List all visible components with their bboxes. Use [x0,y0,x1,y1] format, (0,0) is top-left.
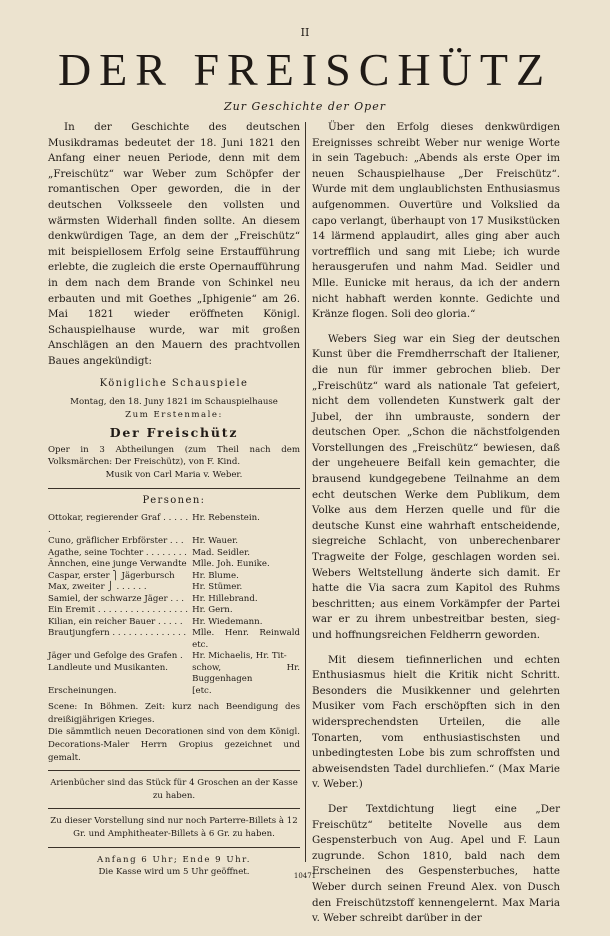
cast-row [48,686,300,698]
page-title: DER FREISCHÜTZ [57,44,553,95]
playbill-theater: Königliche Schauspiele [99,377,249,389]
cast-role: Max, zweiter ⎭ . . . . . . [48,582,147,593]
paragraph-1: Über den Erfolg dieses denkwürdigen Ereignisses schreibt Weber nur wenige Worte in sein Tagebuch: „Abends als erste Oper im neuen Schauspielhause „Der Freischütz“. Wurde mit dem unglaublichsten Enthusiasmus aufgenommen. Ouvertüre und Volkslied da capo verlangt, überhaupt von 17 Musikstücken 14 lärmend applaudirt, alles ging aber auch vortrefflich und sang mit Liebe; ich wurde herausgerufen und nahm Mad. Seidler und Mlle. Eunicke mit heraus, da ich der andern nicht habhaft werden konnte. Gedichte und Kränze flogen. Soli deo gloria.“ [312,121,560,321]
cast-actor: [etc. [192,685,212,696]
playbill-first-time: Zum Erstenmale: [125,409,223,420]
cast-role: Kilian, ein reicher Bauer . . . . . [48,616,183,627]
playbill-box-office: Die Kasse wird um 5 Uhr geöffnet. [98,867,250,878]
playbill-composer: Musik von Carl Maria v. Weber. [105,470,243,481]
playbill-scene: Scene: In Böhmen. Zeit: kurz nach Beendigung des dreißigjährigen Krieges. [48,702,300,725]
playbill-times: Anfang 6 Uhr; Ende 9 Uhr. [96,854,252,865]
playbill-booklets: Arienbücher sind das Stück für 4 Groschen an der Kasse zu haben. [50,778,298,801]
intro-paragraph: In der Geschichte des deutschen Musikdramas bedeutet der 18. Juni 1821 den Anfang einer neuen Periode, denn mit dem „Freischütz“ war Weber zum Schöpfer der romantischen Oper geworden, die in der deutschen Volksseele den vollsten und wärmsten Widerhall finden sollte. An diesem denkwürdigen Tage, an dem der „Freischütz“ mit beispiellosem Erfolg seine Erstaufführung erlebte, die zugleich die erste Opernaufführung in dem nach dem Brande von Schinkel neu erbauten und mit Goethes „Iphigenie“ am 26. Mai 1821 wieder eröffneten Königl. Schauspielhause wurde, war mit großen Anschlägen an den Mauern des prachtvollen Baues angekündigt: [48,121,300,367]
cast-row [48,536,300,548]
cast-role: Erscheinungen. [48,685,117,696]
playbill-rule [48,847,300,848]
cast-actor: Mad. Seidler. [192,547,250,558]
cast-role: Ottokar, regierender Graf . . . . . . [48,513,189,535]
playbill-decorations: Die sämmtlich neuen Decorationen sind von dem Königl. Decorations-Maler Herrn Gropius gezeichnet und gemalt. [48,727,300,763]
cast-list [48,513,300,697]
left-column [48,120,300,879]
cast-row [48,628,300,651]
playbill-date: Montag, den 18. Juny 1821 im Schauspielhause [70,397,278,408]
cast-role: Landleute und Musikanten. [48,662,168,673]
cast-role: Brautjungfern . . . . . . . . . . . . . . [48,628,187,639]
cast-role: Cuno, gräflicher Erbförster . . . [48,536,184,547]
cast-row [48,571,300,583]
cast-row [48,594,300,606]
cast-actor: Mlle. Henr. Reinwald etc. [192,628,300,650]
cast-role: Ein Eremit . . . . . . . . . . . . . . . . . [48,605,188,616]
cast-actor: Hr. Wiedemann. [192,616,263,627]
cast-actor: Hr. Michaelis, Hr. Tit- [192,651,287,662]
folio-number: 10471 [293,872,317,880]
cast-row [48,651,300,663]
cast-row [48,605,300,617]
cast-role: Ännchen, eine junge Verwandte [48,559,187,570]
playbill-work-title: Der Freischütz [109,425,239,441]
cast-role: Jäger und Gefolge des Grafen . [48,651,183,662]
cast-actor: Hr. Wauer. [192,536,238,547]
cast-row [48,663,300,686]
cast-actor: Hr. Rebenstein. [192,513,260,524]
column-divider [305,122,306,862]
cast-actor: Hr. Blume. [192,570,239,581]
cast-actor: Hr. Gern. [192,605,233,616]
playbill-rule [48,808,300,809]
cast-row [48,513,300,536]
playbill-rule [48,488,300,489]
cast-row [48,548,300,560]
playbill-prices: Zu dieser Vorstellung sind nur noch Parterre-Billets à 12 Gr. und Amphitheater-Billets à 6 Gr. zu haben. [50,816,298,839]
cast-role: Agathe, seine Tochter . . . . . . . . [48,547,187,558]
cast-actor: Hr. Hillebrand. [192,593,258,604]
cast-role: Caspar, erster ⎫ Jägerbursch [48,570,175,581]
cast-actor: Hr. Stümer. [192,582,243,593]
paragraph-3: Mit diesem tiefinnerlichen und echten Enthusiasmus hielt die Kritik nicht Schritt. Besonders die Musikkenner und gelehrten Musiker vom Fach erschöpften sich in den widersprechendsten Urteilen, die alle Tonarten, vom enthusiastischsten und unbedingtesten Lobe bis zum schroffsten und abweisendsten Tadel durchliefen.“ (Max Marie v. Weber.) [312,653,560,791]
paragraph-4: Der Textdichtung liegt eine „Der Freischütz“ betitelte Novelle aus dem Gespensterbuch von Aug. Apel und F. Laun zugrunde. Schon 1810, bald nach dem Erscheinen des Gespensterbuches, hatte Weber durch seinen Freund Alex. von Dusch den Freischützstoff kennengelernt. Max Maria v. Weber schreibt darüber in der [312,802,560,925]
page-number: II [300,26,310,39]
cast-row [48,617,300,629]
playbill-description: Oper in 3 Abtheilungen (zum Theil nach dem Volksmärchen: Der Freischütz), von F. Kind. [48,444,300,468]
playbill [48,378,300,879]
cast-row [48,582,300,594]
page-subtitle: Zur Geschichte der Oper [224,100,386,113]
playbill-rule [48,770,300,771]
cast-actor: schow, Hr. Buggenhagen [192,662,300,685]
playbill-personen: Personen: [142,494,206,506]
cast-actor: Mlle. Joh. Eunike. [192,559,270,570]
cast-row [48,559,300,571]
cast-role: Samiel, der schwarze Jäger . . . [48,593,184,604]
paragraph-2: Webers Sieg war ein Sieg der deutschen Kunst über die Fremdherrschaft der Italiener, die nun für immer gebrochen blieb. Der „Freischütz“ ward als nationale Tat gefeiert, nicht dem vollendeten Kunstwerk galt der Jubel, der ihn umbrauste, sondern der deutschen Oper. „Schon die nächstfolgenden Vorstellungen des „Freischütz“ bewiesen, daß der ungeheuere Beifall kein gemachter, die brausend kundgegebene Teilnahme an dem echt deutschen Werke dem Publikum, dem Volke aus dem Herzen quelle und für die deutsche Kunst eine wahrhaft entscheidende, siegreiche Schlacht, von unberechenbarer Tragweite der Folge, geschlagen worden sei. Webers Weltstellung änderte sich damit. Er hatte die Via sacra zum Kapitol des Ruhms beschritten; aus einem Vorkämpfer der Partei war er zu ihrem unbestreitbar besten, sieg- und hoffnungsreichen Feldherrn geworden. [312,332,560,641]
right-column [312,120,560,936]
